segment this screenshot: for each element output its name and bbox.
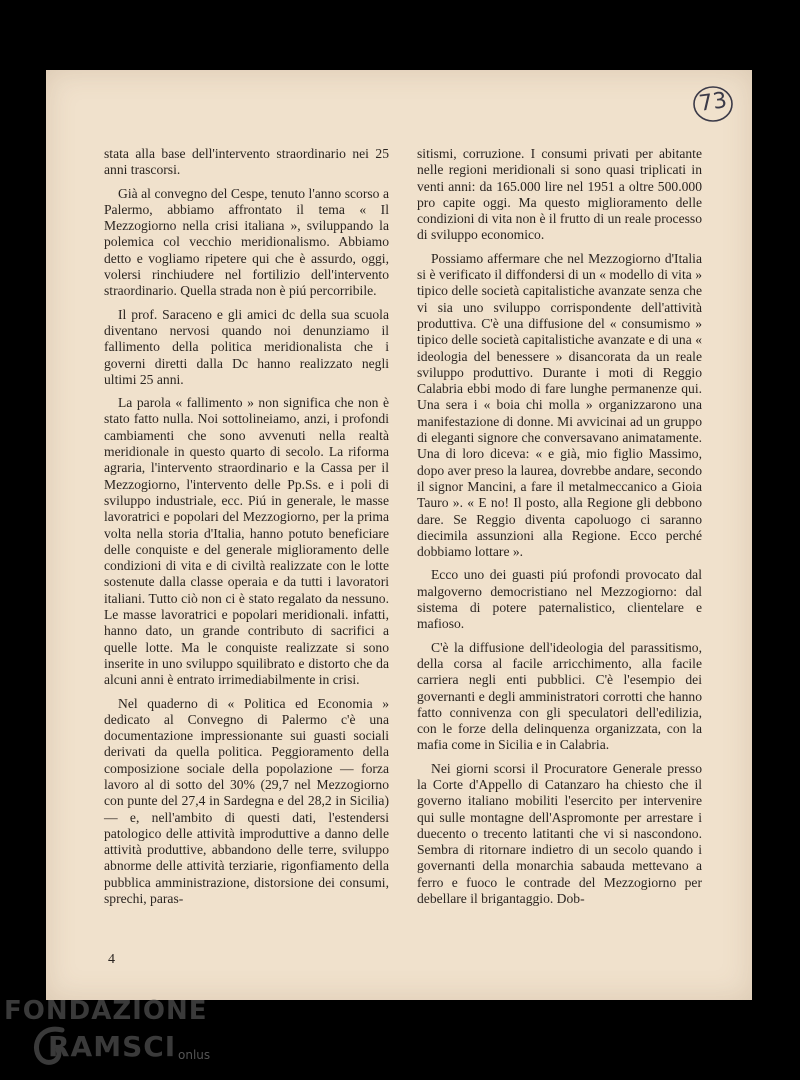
paragraph: Già al convegno del Cespe, tenuto l'anno scorso a Palermo, abbiamo affrontato il tema « Il Mezzogiorno nella crisi italiana », sviluppando la polemica col vecchio meridionalismo. Abbiamo detto e vogliamo ripetere qui che è assurdo, oggi, volersi rinchiudere nel fortilizio dell'intervento straordinario. Quella strada non è piú percorribile. [104,185,389,299]
paragraph: stata alla base dell'intervento straordinario nei 25 anni trascorsi. [104,146,389,178]
watermark-suffix: onlus [178,1048,211,1062]
paragraph: sitismi, corruzione. I consumi privati per abitante nelle regioni meridionali si sono quasi triplicati in venti anni: da 165.000 lire nel 1951 a oltre 500.000 pro capite oggi. Ma questo miglioramento delle condizioni di vita non è il frutto di un reale processo di sviluppo economico. [417,146,702,243]
right-column [417,146,702,914]
watermark-logo [0,990,260,1080]
watermark-line1: FONDAZIONE [4,996,208,1026]
paragraph: Ecco uno dei guasti piú profondi provocato dal malgoverno democristiano nel Mezzogiorno: dal sistema di potere paternalistico, clientelare e mafioso. [417,567,702,632]
paragraph: Possiamo affermare che nel Mezzogiorno d'Italia si è verificato il diffondersi di un « modello di vita » tipico delle società capitalistiche avanzate senza che vi sia uno sviluppo corrispondente dell'attività produttiva. C'è una diffusione del « consumismo » tipico delle società capitalistiche avanzate e di una « ideologia del benessere » disancorata da un reale sviluppo produttivo. Durante i moti di Reggio Calabria ebbi modo di fare lunghe permanenze qui. Una sera i « boia chi molla » organizzarono una manifestazione di donne. Mi avvicinai ad un gruppo di eleganti signore che conversavano animatamente. Una di loro diceva: « e già, mio figlio Massimo, dopo aver preso la laurea, dovrebbe andare, secondo il signor Mancini, a fare il metalmeccanico a Gioia Tauro ». « E no! Il posto, alla Regione gli debbono dare. Se Reggio diventa capoluogo ci saranno diecimila assunzioni alla Regione. Ecco perché dobbiamo lottare ». [417,250,702,560]
paragraph: Nel quaderno di « Politica ed Economia » dedicato al Convegno di Palermo c'è una documentazione impressionante sui guasti sociali derivati da quella politica. Peggioramento della composizione sociale della popolazione — forza lavoro al di sotto del 30% (29,7 nel Mezzogiorno con punte del 27,4 in Sardegna e del 28,2 in Sicilia) — e, nell'ambito di questi dati, l'estendersi patologico delle attività improduttive a danno delle attività produttive, abbandono delle terre, sviluppo abnorme delle attività terziarie, rigonfiamento della pubblica amministrazione, distorsione dei consumi, sprechi, paras- [104,695,389,907]
page-number: 4 [108,952,115,967]
watermark-line2: RAMSCI [48,1030,177,1063]
page-stamp [691,84,735,124]
paragraph: C'è la diffusione dell'ideologia del parassitismo, della corsa al facile arricchimento, alla facile carriera negli enti pubblici. C'è l'esempio dei governanti e degli amministratori corrotti che hanno fatto connivenza con gli speculatori dell'edilizia, con le forze della delinquenza organizzata, con la mafia come in Sicilia e in Calabria. [417,639,702,753]
paragraph: Il prof. Saraceno e gli amici dc della sua scuola diventano nervosi quando noi denunziamo il fallimento della politica meridionalista che i governi diretti dalla Dc hanno realizzato negli ultimi 25 anni. [104,306,389,387]
document-page [46,70,752,1000]
left-column [104,146,389,914]
page-annotation: 73 [697,88,729,117]
paragraph: Nei giorni scorsi il Procuratore Generale presso la Corte d'Appello di Catanzaro ha chiesto che il governo italiano mobiliti l'esercito per intervenire qui sulle montagne dell'Aspromonte per arrestare i duecento o trecento latitanti che vi si nascondono. Sembra di ritornare indietro di un secolo quando i governanti della monarchia sabauda mettevano a ferro e fuoco le contrade del Mezzogiorno per debellare il brigantaggio. Dob- [417,760,702,907]
paragraph: La parola « fallimento » non significa che non è stato fatto nulla. Noi sottolineiamo, anzi, i profondi cambiamenti che sono avvenuti nella realtà meridionale in questo quarto di secolo. La riforma agraria, l'intervento straordinario e la Cassa per il Mezzogiorno, l'intervento delle Pp.Ss. e i poli di sviluppo industriale, ecc. Piú in generale, le masse lavoratrici e popolari del Mezzogiorno, per la prima volta nella storia d'Italia, hanno potuto beneficiare delle conquiste e del generale miglioramento delle condizioni di vita e di civiltà realizzate con le lotte sostenute dalla classe operaia e da tutti i lavoratori italiani. Tutto ciò non ci è stato regalato da nessuno. Le masse lavoratrici e popolari meridionali. infatti, hanno dato, un grande contributo di sacrifici a quelle lotte. Ma le conquiste realizzate si sono inserite in uno sviluppo squilibrato e distorto che da alcuni anni è entrato irrimediabilmente in crisi. [104,395,389,688]
